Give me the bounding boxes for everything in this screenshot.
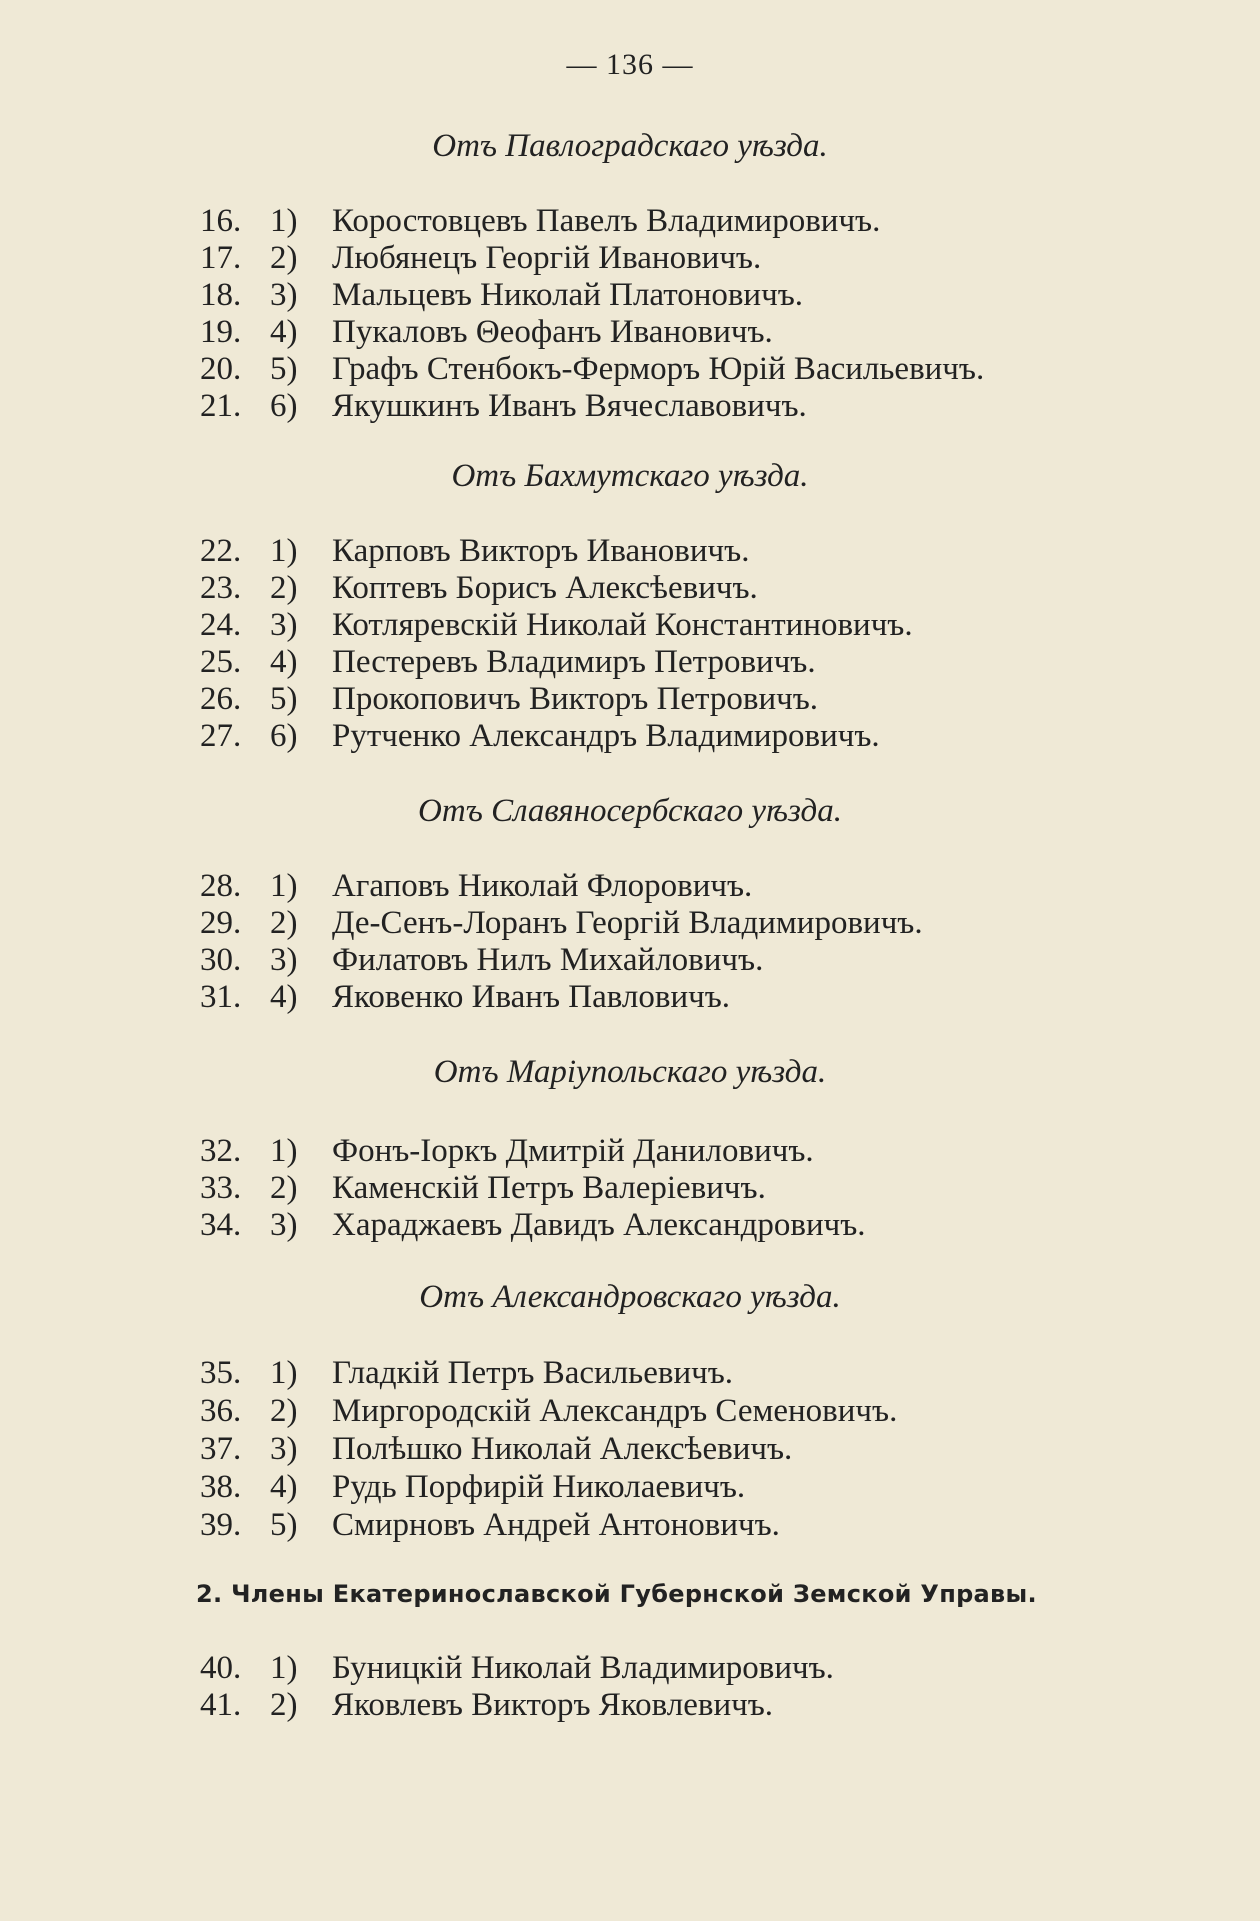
entry-name: Полѣшко Николай Алексѣевичъ. bbox=[332, 1431, 793, 1467]
entry-index: 2) bbox=[270, 905, 298, 941]
entry-number: 31. bbox=[200, 979, 242, 1015]
section-heading-aleksandrovsk: Отъ Александровскаго уѣзда. bbox=[419, 1279, 841, 1315]
entry-index: 5) bbox=[270, 351, 298, 387]
entry-name: Хараджаевъ Давидъ Александровичъ. bbox=[332, 1207, 866, 1243]
entry-name: Агаповъ Николай Флоровичъ. bbox=[332, 868, 753, 904]
list-item bbox=[200, 1650, 834, 1686]
list-item bbox=[200, 277, 803, 313]
entry-number: 29. bbox=[200, 905, 242, 941]
entry-index: 1) bbox=[270, 533, 298, 569]
entry-name: Прокоповичъ Викторъ Петровичъ. bbox=[332, 681, 819, 717]
entry-name: Пукаловъ Θеофанъ Ивановичъ. bbox=[332, 314, 773, 350]
entry-number: 41. bbox=[200, 1687, 242, 1723]
entry-name: Смирновъ Андрей Антоновичъ. bbox=[332, 1507, 780, 1543]
list-item bbox=[200, 979, 730, 1015]
section-heading-bakhmut: Отъ Бахмутскаго уѣзда. bbox=[451, 458, 809, 494]
entry-name: Яковлевъ Викторъ Яковлевичъ. bbox=[332, 1687, 774, 1723]
entry-index: 1) bbox=[270, 868, 298, 904]
entry-name: Де-Сенъ-Лоранъ Георгій Владимировичъ. bbox=[332, 905, 923, 941]
list-item bbox=[200, 1507, 780, 1543]
entry-name: Рутченко Александръ Владимировичъ. bbox=[332, 718, 880, 754]
entry-name: Рудь Порфирій Николаевичъ. bbox=[332, 1469, 746, 1505]
list-item bbox=[200, 1355, 733, 1391]
entry-index: 2) bbox=[270, 570, 298, 606]
entry-number: 19. bbox=[200, 314, 242, 350]
entry-index: 2) bbox=[270, 1170, 298, 1206]
entry-name: Котляревскій Николай Константиновичъ. bbox=[332, 607, 913, 643]
entry-name: Коптевъ Борисъ Алексѣевичъ. bbox=[332, 570, 758, 606]
entry-number: 21. bbox=[200, 388, 242, 424]
entry-index: 3) bbox=[270, 1431, 298, 1467]
entry-index: 5) bbox=[270, 681, 298, 717]
entry-index: 2) bbox=[270, 240, 298, 276]
list-item bbox=[200, 1170, 766, 1206]
entry-name: Гладкій Петръ Васильевичъ. bbox=[332, 1355, 734, 1391]
list-item bbox=[200, 942, 763, 978]
list-item bbox=[200, 203, 880, 239]
entry-number: 40. bbox=[200, 1650, 242, 1686]
entry-name: Миргородскій Александръ Семеновичъ. bbox=[332, 1393, 898, 1429]
entry-index: 3) bbox=[270, 1207, 298, 1243]
entry-number: 18. bbox=[200, 277, 242, 313]
list-item bbox=[200, 868, 752, 904]
entry-number: 27. bbox=[200, 718, 242, 754]
list-item bbox=[200, 351, 984, 387]
entry-name: Графъ Стенбокъ-Ферморъ Юрій Васильевичъ. bbox=[332, 351, 985, 387]
entry-number: 24. bbox=[200, 607, 242, 643]
list-item bbox=[200, 718, 880, 754]
list-item bbox=[200, 240, 761, 276]
entry-name: Буницкій Николай Владимировичъ. bbox=[332, 1650, 834, 1686]
entry-number: 36. bbox=[200, 1393, 242, 1429]
entry-number: 33. bbox=[200, 1170, 242, 1206]
entry-name: Яковенко Иванъ Павловичъ. bbox=[332, 979, 731, 1015]
entry-number: 28. bbox=[200, 868, 242, 904]
entry-name: Каменскій Петръ Валеріевичъ. bbox=[332, 1170, 766, 1206]
entry-index: 1) bbox=[270, 203, 298, 239]
entry-number: 32. bbox=[200, 1133, 242, 1169]
list-item bbox=[200, 1207, 866, 1243]
list-item bbox=[200, 314, 773, 350]
list-item bbox=[200, 388, 807, 424]
list-item bbox=[200, 533, 749, 569]
entry-index: 4) bbox=[270, 1469, 298, 1505]
entry-name: Любянецъ Георгій Ивановичъ. bbox=[332, 240, 762, 276]
entry-name: Пестеревъ Владимиръ Петровичъ. bbox=[332, 644, 816, 680]
entry-index: 2) bbox=[270, 1687, 298, 1723]
entry-number: 30. bbox=[200, 942, 242, 978]
entry-index: 4) bbox=[270, 979, 298, 1015]
entry-index: 1) bbox=[270, 1133, 298, 1169]
entry-index: 1) bbox=[270, 1355, 298, 1391]
entry-index: 3) bbox=[270, 277, 298, 313]
entry-name: Коростовцевъ Павелъ Владимировичъ. bbox=[332, 203, 881, 239]
page-number: — 136 — bbox=[566, 48, 694, 81]
entry-index: 1) bbox=[270, 1650, 298, 1686]
entry-index: 4) bbox=[270, 644, 298, 680]
entry-number: 16. bbox=[200, 203, 242, 239]
entry-name: Фонъ-Іоркъ Дмитрій Даниловичъ. bbox=[332, 1133, 814, 1169]
entry-number: 23. bbox=[200, 570, 242, 606]
list-item bbox=[200, 644, 816, 680]
entry-number: 37. bbox=[200, 1431, 242, 1467]
entry-index: 2) bbox=[270, 1393, 298, 1429]
list-item bbox=[200, 1687, 773, 1723]
entry-number: 35. bbox=[200, 1355, 242, 1391]
entry-index: 3) bbox=[270, 942, 298, 978]
entry-number: 25. bbox=[200, 644, 242, 680]
entry-number: 20. bbox=[200, 351, 242, 387]
entry-name: Якушкинъ Иванъ Вячеславовичъ. bbox=[332, 388, 807, 424]
board-heading: 2. Члены Екатеринославской Губернской Земской Управы. bbox=[196, 1580, 1037, 1608]
list-item bbox=[200, 1393, 897, 1429]
entry-number: 38. bbox=[200, 1469, 242, 1505]
entry-name: Мальцевъ Николай Платоновичъ. bbox=[332, 277, 804, 313]
entry-number: 39. bbox=[200, 1507, 242, 1543]
list-item bbox=[200, 570, 758, 606]
entry-number: 22. bbox=[200, 533, 242, 569]
list-item bbox=[200, 1431, 792, 1467]
entry-index: 6) bbox=[270, 718, 298, 754]
section-heading-mariupol: Отъ Маріупольскаго уѣзда. bbox=[433, 1054, 827, 1090]
list-item bbox=[200, 681, 818, 717]
entry-index: 3) bbox=[270, 607, 298, 643]
entry-number: 26. bbox=[200, 681, 242, 717]
list-item bbox=[200, 905, 923, 941]
entry-index: 5) bbox=[270, 1507, 298, 1543]
entry-number: 34. bbox=[200, 1207, 242, 1243]
entry-index: 4) bbox=[270, 314, 298, 350]
list-item bbox=[200, 1133, 814, 1169]
list-item bbox=[200, 607, 913, 643]
section-heading-slavyanoserbsk: Отъ Славяносербскаго уѣзда. bbox=[418, 793, 842, 829]
entry-name: Филатовъ Нилъ Михайловичъ. bbox=[332, 942, 764, 978]
section-heading-pavlograd: Отъ Павлоградскаго уѣзда. bbox=[432, 128, 828, 164]
entry-name: Карповъ Викторъ Ивановичъ. bbox=[332, 533, 750, 569]
list-item bbox=[200, 1469, 745, 1505]
entry-number: 17. bbox=[200, 240, 242, 276]
entry-index: 6) bbox=[270, 388, 298, 424]
